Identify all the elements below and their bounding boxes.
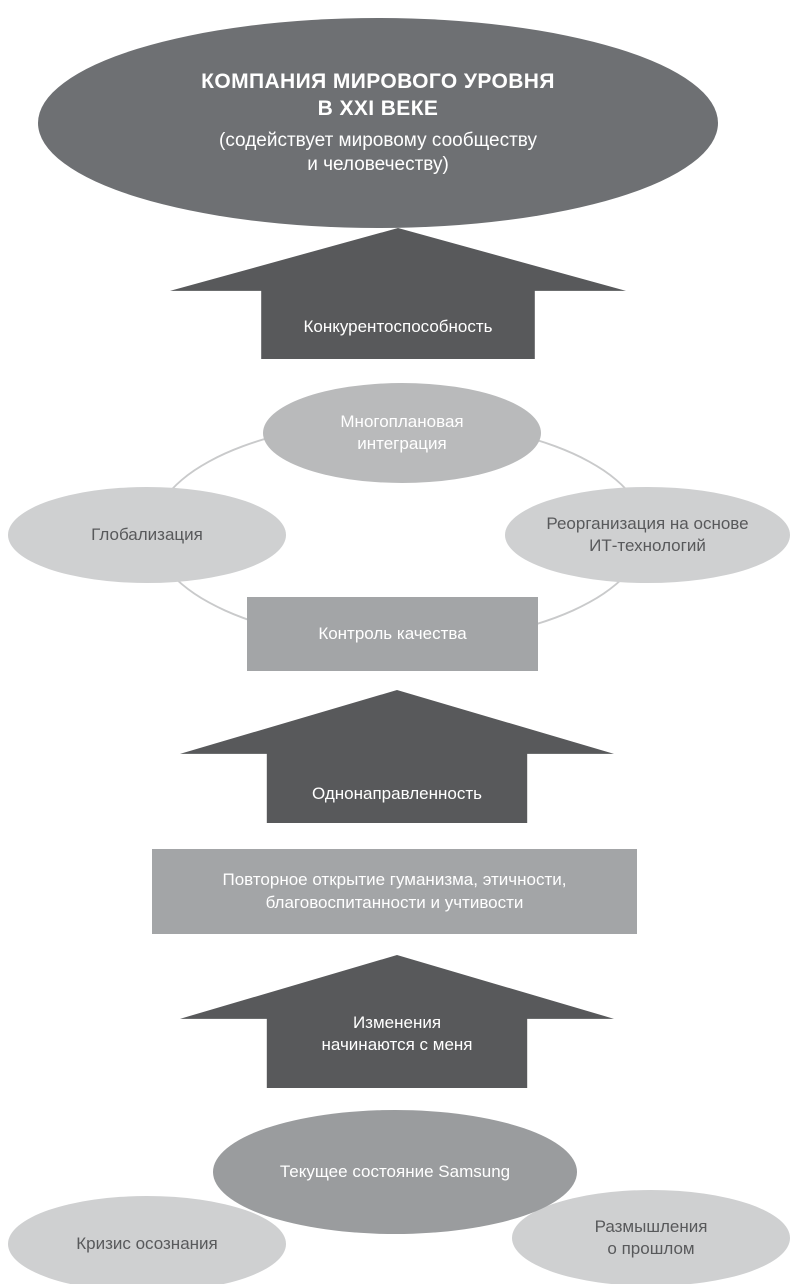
box-rediscovery-of-humanism — [152, 849, 637, 934]
reorg-line1: Реорганизация на основе — [546, 513, 749, 533]
up-arrow-competitiveness-label: Конкурентоспособность — [303, 317, 493, 336]
goal-ellipse-world-class-company — [38, 18, 718, 228]
ellipse-globalization-label: Глобализация — [91, 524, 203, 544]
goal-ellipse-text — [86, 68, 671, 178]
up-arrow-unidirectionality-label: Однонаправленность — [312, 784, 482, 803]
box-rediscovery-of-humanism-text — [222, 869, 566, 913]
reflection-line2: о прошлом — [607, 1239, 695, 1258]
goal-subtitle-line2: и человечеству) — [307, 154, 449, 176]
ellipse-multifaceted-integration-text — [340, 411, 463, 455]
ellipse-crisis-of-awareness-label: Кризис осознания — [76, 1233, 218, 1253]
humanism-line2: благовоспитанности и учтивости — [265, 892, 524, 912]
ellipse-multifaceted-integration — [263, 383, 541, 483]
ellipse-globalization — [8, 487, 286, 583]
ellipse-reflections-on-the-past-text — [595, 1216, 708, 1260]
goal-title-line1: КОМПАНИЯ МИРОВОГО УРОВНЯ — [201, 70, 555, 94]
up-arrow-competitiveness — [170, 228, 626, 359]
ellipse-it-reorganization — [505, 487, 790, 583]
box-quality-control — [247, 597, 538, 671]
change-line2: начинаются с меня — [321, 1035, 473, 1055]
reorg-line2: ИТ-технологий — [589, 536, 706, 555]
reflection-line1: Размышления — [594, 1216, 708, 1236]
goal-subtitle-line1: (содействует мировому сообществу — [219, 129, 537, 151]
goal-title-line2: В XXI ВЕКЕ — [317, 97, 439, 121]
integration-line2: интеграция — [357, 434, 447, 453]
ellipse-current-state-samsung-label: Текущее состояние Samsung — [279, 1161, 511, 1181]
up-arrow-change-starts-with-me-label — [180, 1012, 614, 1056]
ellipse-current-state-samsung — [213, 1110, 577, 1234]
ellipse-it-reorganization-text — [546, 513, 748, 557]
ellipse-reflections-on-the-past — [512, 1190, 790, 1284]
integration-line1: Многоплановая — [340, 411, 464, 431]
humanism-line1: Повторное открытие гуманизма, этичности, — [222, 870, 567, 890]
ellipse-crisis-of-awareness — [8, 1196, 286, 1284]
change-line1: Изменения — [352, 1013, 442, 1032]
box-quality-control-label: Контроль качества — [318, 623, 467, 643]
